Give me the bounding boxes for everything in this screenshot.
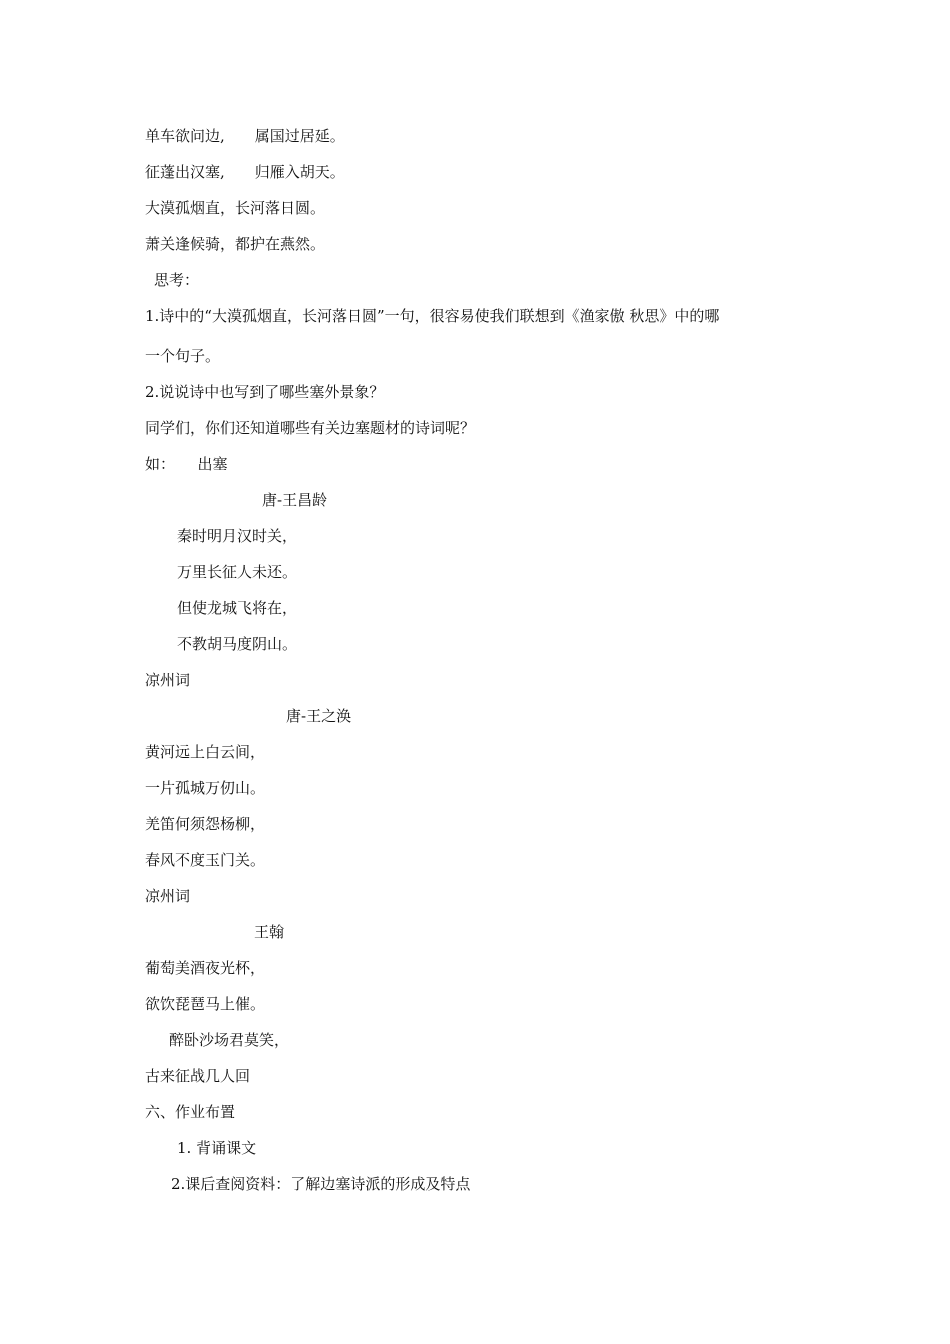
liangzhouci1-line-2: 一片孤城万仞山。: [145, 779, 266, 797]
liangzhouci1-line-3: 羌笛何须怨杨柳，: [145, 815, 266, 833]
liangzhouci2-line-2: 欲饮琵琶马上催。: [145, 995, 266, 1013]
liangzhouci-title-1: 凉州词: [145, 671, 191, 689]
think-heading: 思考：: [154, 271, 200, 289]
poem-line-2: 征蓬出汉塞, 归雁入胡天。: [145, 163, 345, 181]
chusai-line-2: 万里长征人未还。: [177, 563, 298, 581]
question-1: 1.诗中的“大漠孤烟直，长河落日圆”一句，很容易使我们联想到《渔家傲 秋思》中的哪: [145, 307, 720, 325]
liangzhouci2-line-4: 古来征战几人回: [145, 1067, 251, 1085]
question-2: 2.说说诗中也写到了哪些塞外景象？: [145, 383, 385, 401]
liangzhouci1-line-4: 春风不度玉门关。: [145, 851, 266, 869]
question-1-continued: 一个句子。: [145, 347, 221, 365]
chusai-line-1: 秦时明月汉时关，: [177, 527, 298, 545]
author-wang-zhihuan: 唐-王之涣: [286, 707, 352, 725]
prompt-line: 同学们，你们还知道哪些有关边塞题材的诗词呢？: [145, 419, 476, 437]
liangzhouci2-line-1: 葡萄美酒夜光杯，: [145, 959, 266, 977]
homework-heading: 六、作业布置: [145, 1103, 236, 1121]
chusai-line-4: 不教胡马度阴山。: [177, 635, 298, 653]
author-wang-changling: 唐-王昌龄: [262, 491, 328, 509]
chusai-line-3: 但使龙城飞将在，: [177, 599, 298, 617]
homework-item-1: 1. 背诵课文: [177, 1139, 257, 1157]
example-title-chusai: 如： 出塞: [145, 455, 228, 473]
homework-item-2: 2.课后查阅资料：了解边塞诗派的形成及特点: [171, 1175, 471, 1193]
liangzhouci-title-2: 凉州词: [145, 887, 191, 905]
poem-line-3: 大漠孤烟直，长河落日圆。: [145, 199, 326, 217]
poem-line-4: 萧关逢候骑，都护在燕然。: [145, 235, 326, 253]
liangzhouci1-line-1: 黄河远上白云间，: [145, 743, 266, 761]
poem-line-1: 单车欲问边, 属国过居延。: [145, 127, 345, 145]
liangzhouci2-line-3: 醉卧沙场君莫笑，: [169, 1031, 290, 1049]
author-wang-han: 王翰: [254, 923, 285, 941]
